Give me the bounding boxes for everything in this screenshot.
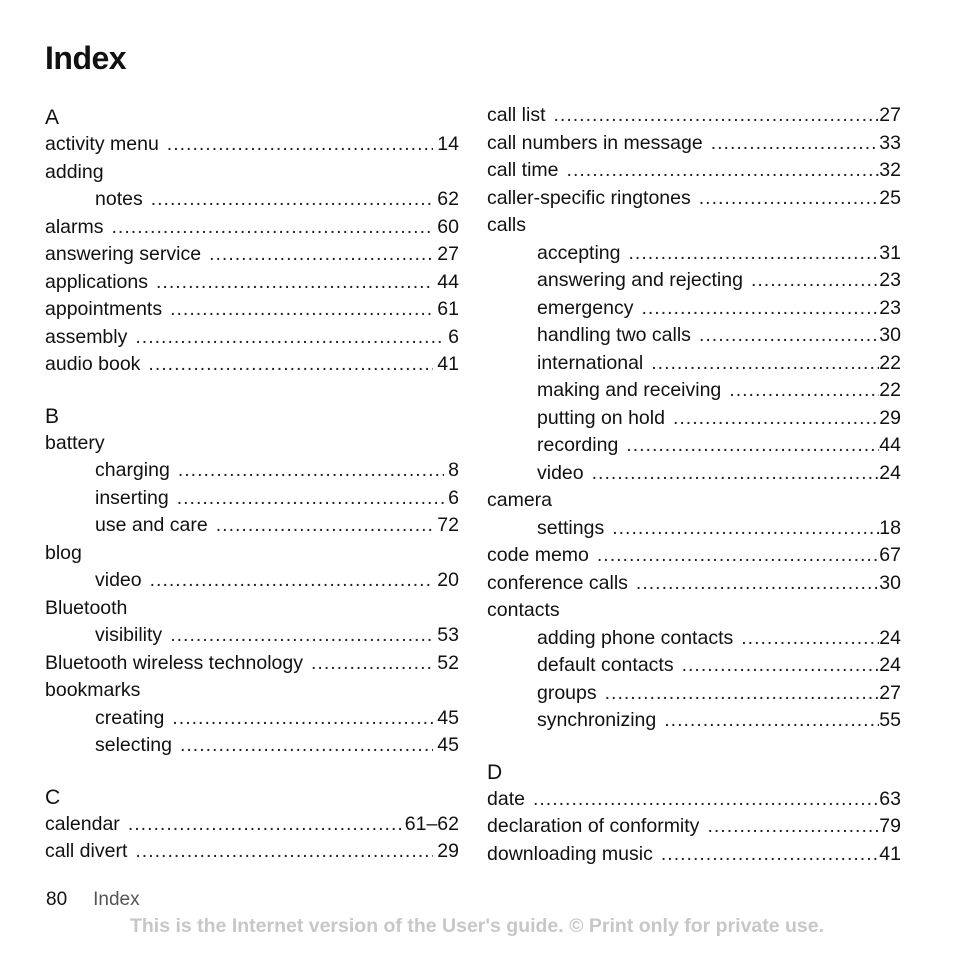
dot-leader xyxy=(177,485,444,513)
section-letter: B xyxy=(45,404,60,428)
dot-leader xyxy=(172,705,433,733)
dot-leader xyxy=(150,567,434,595)
entry-term: activity menu xyxy=(45,133,159,155)
entry-page-number: 24 xyxy=(879,626,901,649)
dot-leader xyxy=(151,186,434,214)
entry-term: recording xyxy=(537,434,619,456)
index-entry xyxy=(45,838,459,866)
index-column-left xyxy=(45,102,459,866)
index-entry xyxy=(45,296,459,324)
entry-term: assembly xyxy=(45,325,128,348)
entry-page-number: 23 xyxy=(879,296,901,319)
dot-leader xyxy=(664,707,879,735)
index-entry xyxy=(45,241,459,269)
entry-page-number: 22 xyxy=(879,379,901,401)
section-letter: D xyxy=(487,760,503,784)
index-heading xyxy=(45,540,459,568)
index-heading xyxy=(487,212,901,240)
dot-leader xyxy=(148,351,433,379)
entry-page-number: 24 xyxy=(879,461,901,484)
entry-term: audio book xyxy=(45,353,141,375)
index-subentry xyxy=(45,457,459,485)
index-heading xyxy=(487,597,901,625)
index-entry xyxy=(487,130,901,158)
dot-leader xyxy=(751,267,879,295)
entry-page-number: 6 xyxy=(448,486,459,509)
entry-term: calls xyxy=(487,214,527,236)
entry-page-number: 44 xyxy=(437,270,459,293)
entry-term: use and care xyxy=(95,514,208,536)
entry-page-number: 61–62 xyxy=(404,812,459,835)
entry-term: creating xyxy=(95,706,165,729)
entry-term: making and receiving xyxy=(537,379,722,401)
entry-term: date xyxy=(487,787,525,810)
index-entry xyxy=(487,813,901,841)
index-entry xyxy=(45,131,459,159)
index-subentry xyxy=(487,322,901,350)
entry-term: accepting xyxy=(537,241,621,264)
entry-page-number: 27 xyxy=(879,681,901,704)
index-entry xyxy=(45,214,459,242)
index-entry xyxy=(487,570,901,598)
entry-term: applications xyxy=(45,270,148,293)
entry-term: answering and rejecting xyxy=(537,269,743,291)
index-subentry xyxy=(487,515,901,543)
index-entry xyxy=(45,324,459,352)
entry-term: Bluetooth xyxy=(45,596,128,619)
dot-leader xyxy=(167,131,434,159)
index-subentry xyxy=(45,512,459,540)
entry-term: code memo xyxy=(487,544,589,566)
entry-page-number: 31 xyxy=(879,241,901,264)
entry-term: conference calls xyxy=(487,571,628,594)
index-subentry xyxy=(45,567,459,595)
dot-leader xyxy=(311,650,433,678)
index-entry xyxy=(45,650,459,678)
dot-leader xyxy=(216,512,434,540)
entry-page-number: 55 xyxy=(879,709,901,731)
index-subentry xyxy=(45,622,459,650)
entry-page-number: 45 xyxy=(437,706,459,729)
entry-page-number: 41 xyxy=(437,353,459,375)
dot-leader xyxy=(180,732,433,760)
entry-term: declaration of conformity xyxy=(487,815,700,837)
entry-term: camera xyxy=(487,489,553,511)
entry-page-number: 14 xyxy=(437,133,459,155)
entry-term: Bluetooth wireless technology xyxy=(45,651,303,674)
index-subentry xyxy=(45,732,459,760)
entry-term: video xyxy=(95,569,142,591)
entry-page-number: 63 xyxy=(879,787,901,810)
watermark-disclaimer: This is the Internet version of the User's guide. © Print only for private use. xyxy=(129,915,825,937)
index-subentry xyxy=(487,625,901,653)
entry-page-number: 24 xyxy=(879,654,901,676)
section-letter: A xyxy=(45,106,60,129)
index-entry xyxy=(487,185,901,213)
dot-leader xyxy=(707,813,879,841)
dot-leader xyxy=(135,324,444,352)
entry-term: appointments xyxy=(45,298,163,320)
index-subentry xyxy=(45,705,459,733)
index-subentry xyxy=(487,267,901,295)
entry-term: groups xyxy=(537,681,597,704)
entry-page-number: 41 xyxy=(879,842,901,865)
entry-term: synchronizing xyxy=(537,709,657,731)
entry-term: call numbers in message xyxy=(487,131,703,154)
index-subentry xyxy=(487,460,901,488)
entry-term: calendar xyxy=(45,812,120,835)
entry-page-number: 33 xyxy=(879,131,901,154)
entry-page-number: 29 xyxy=(879,406,901,429)
index-subentry xyxy=(487,432,901,460)
entry-page-number: 23 xyxy=(879,269,901,291)
entry-page-number: 27 xyxy=(879,104,901,126)
entry-term: putting on hold xyxy=(537,406,665,429)
entry-page-number: 8 xyxy=(448,459,459,481)
index-subentry xyxy=(45,186,459,214)
entry-page-number: 20 xyxy=(437,569,459,591)
index-heading xyxy=(45,159,459,187)
entry-page-number: 62 xyxy=(437,188,459,210)
entry-term: handling two calls xyxy=(537,324,691,346)
index-subentry xyxy=(487,240,901,268)
dot-leader xyxy=(597,542,879,570)
dot-leader xyxy=(170,622,433,650)
dot-leader xyxy=(128,811,401,839)
index-entry xyxy=(45,351,459,379)
entry-page-number: 29 xyxy=(437,840,459,862)
entry-page-number: 22 xyxy=(879,351,901,374)
entry-term: bookmarks xyxy=(45,679,141,701)
dot-leader xyxy=(651,350,879,378)
section-letter: C xyxy=(45,785,61,809)
index-entry xyxy=(487,841,901,869)
page-number: 80 xyxy=(46,889,68,910)
entry-term: battery xyxy=(45,431,105,454)
entry-term: inserting xyxy=(95,486,169,509)
entry-term: settings xyxy=(537,516,605,539)
entry-term: default contacts xyxy=(537,654,674,676)
entry-term: downloading music xyxy=(487,842,653,865)
index-heading xyxy=(487,487,901,515)
entry-term: video xyxy=(537,461,584,484)
index-entry xyxy=(487,542,901,570)
entry-page-number: 30 xyxy=(879,571,901,594)
index-subentry xyxy=(45,485,459,513)
entry-page-number: 79 xyxy=(879,815,901,837)
entry-page-number: 18 xyxy=(879,516,901,539)
index-heading xyxy=(45,677,459,705)
index-heading xyxy=(45,430,459,458)
dot-leader xyxy=(112,214,434,242)
entry-page-number: 25 xyxy=(879,186,901,209)
dot-leader xyxy=(135,838,433,866)
entry-term: charging xyxy=(95,459,170,481)
entry-term: visibility xyxy=(95,624,163,646)
dot-leader xyxy=(711,130,880,158)
dot-leader xyxy=(156,269,433,297)
entry-term: caller-specific ringtones xyxy=(487,186,691,209)
dot-leader xyxy=(741,625,879,653)
dot-leader xyxy=(682,652,880,680)
page-footer xyxy=(46,889,140,911)
entry-page-number: 30 xyxy=(879,324,901,346)
index-subentry xyxy=(487,652,901,680)
dot-leader xyxy=(612,515,879,543)
dot-leader xyxy=(605,680,880,708)
dot-leader xyxy=(170,296,433,324)
index-entry xyxy=(487,157,901,185)
entry-term: answering service xyxy=(45,243,202,265)
index-entry xyxy=(487,786,901,814)
footer-section-name: Index xyxy=(93,889,140,910)
entry-page-number: 6 xyxy=(448,325,459,348)
entry-term: adding xyxy=(45,160,104,183)
entry-term: selecting xyxy=(95,734,172,756)
entry-term: call time xyxy=(487,159,559,181)
index-entry xyxy=(487,102,901,130)
entry-page-number: 44 xyxy=(879,434,901,456)
dot-leader xyxy=(567,157,880,185)
index-entry xyxy=(45,269,459,297)
dot-leader xyxy=(699,185,880,213)
dot-leader xyxy=(673,405,879,433)
dot-leader xyxy=(533,786,879,814)
dot-leader xyxy=(699,322,879,350)
index-subentry xyxy=(487,295,901,323)
index-subentry xyxy=(487,377,901,405)
index-subentry xyxy=(487,350,901,378)
index-entry xyxy=(45,811,459,839)
entry-term: blog xyxy=(45,541,82,564)
index-column-right xyxy=(487,102,901,868)
dot-leader xyxy=(641,295,879,323)
entry-term: call divert xyxy=(45,840,128,862)
dot-leader xyxy=(178,457,444,485)
entry-term: international xyxy=(537,351,644,374)
entry-term: emergency xyxy=(537,296,634,319)
dot-leader xyxy=(592,460,880,488)
entry-page-number: 67 xyxy=(879,544,901,566)
entry-page-number: 72 xyxy=(437,514,459,536)
entry-page-number: 53 xyxy=(437,624,459,646)
entry-term: notes xyxy=(95,188,143,210)
entry-term: contacts xyxy=(487,599,560,621)
page-title: Index xyxy=(45,40,127,76)
index-subentry xyxy=(487,405,901,433)
entry-page-number: 32 xyxy=(879,159,901,181)
dot-leader xyxy=(628,240,879,268)
entry-page-number: 52 xyxy=(437,651,459,674)
index-subentry xyxy=(487,680,901,708)
dot-leader xyxy=(554,102,880,130)
index-subentry xyxy=(487,707,901,735)
dot-leader xyxy=(729,377,879,405)
entry-page-number: 45 xyxy=(437,734,459,756)
entry-page-number: 61 xyxy=(437,298,459,320)
entry-page-number: 60 xyxy=(437,215,459,238)
index-heading xyxy=(45,595,459,623)
entry-term: call list xyxy=(487,104,546,126)
entry-term: adding phone contacts xyxy=(537,626,734,649)
dot-leader xyxy=(636,570,879,598)
dot-leader xyxy=(209,241,433,269)
dot-leader xyxy=(626,432,879,460)
dot-leader xyxy=(661,841,879,869)
entry-term: alarms xyxy=(45,215,104,238)
entry-page-number: 27 xyxy=(437,243,459,265)
